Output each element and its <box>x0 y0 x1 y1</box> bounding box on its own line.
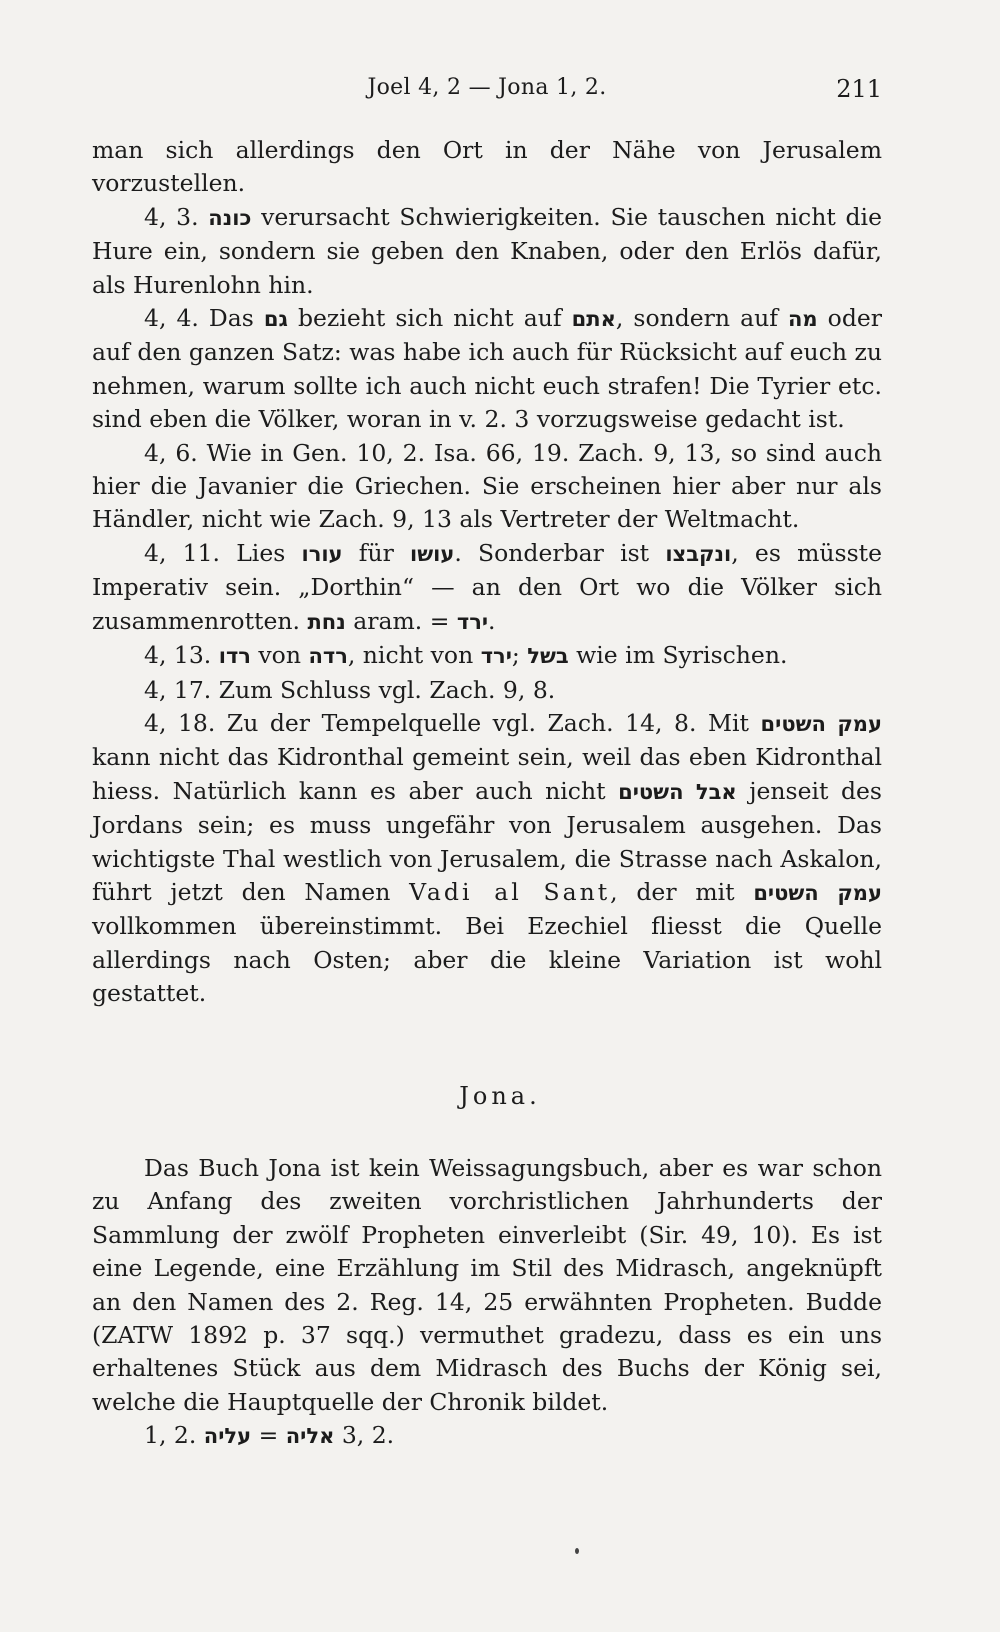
hebrew-word: רדה <box>308 644 348 669</box>
section-title-jona: Jona. <box>459 1082 541 1110</box>
hebrew-phrase: עמק השטים <box>760 711 882 736</box>
running-head: Joel 4, 2 — Jona 1, 2. <box>367 75 607 100</box>
hebrew-word: ונקבצו <box>665 541 732 566</box>
hebrew-word: מה <box>788 307 818 332</box>
hebrew-word: עליה <box>203 1424 252 1449</box>
hebrew-word: גם <box>263 307 288 332</box>
jona-intro: Das Buch Jona ist kein Weissagungsbuch, aber es war schon zu Anfang des zweiten vorchristlichen Jahrhunderts der Sammlung der zwölf Propheten einverleibt (Sir. 49, 10). Es ist eine Legende, eine Erzählung im Stil des Midrasch, angeknüpft an den Namen des 2. Reg. 14, 25 erwähnten Propheten. Budde (ZATW 1892 p. 37 sqq.) vermuthet gradezu, dass es ein uns erhaltenes Stück aus dem Midrasch des Buchs der König sei, welche die Hauptquelle der Chronik bildet. <box>92 1154 882 1416</box>
note-4-6: 4, 6. Wie in Gen. 10, 2. Isa. 66, 19. Zach. 9, 13, so sind auch hier die Javanier die Griechen. Sie erscheinen hier aber nur als Händler, nicht wie Zach. 9, 13 als Vertreter der Weltmacht. <box>92 438 882 534</box>
jona-commentary <box>92 1152 882 1454</box>
hebrew-phrase: אבל השטים <box>618 779 737 804</box>
place-name: Vadi al Sant <box>409 877 611 906</box>
note-4-13: 4, 13. רדו von רדה, nicht von ירד; בשל wie im Syrischen. <box>144 641 788 670</box>
page-header <box>92 75 882 109</box>
hebrew-phrase: עמק השטים <box>753 880 882 905</box>
note-4-11: 4, 11. Lies עורו für עושו. Sonderbar ist ונקבצו, es müsste Imperativ sein. „Dorthin“ — an den Ort wo die Völker sich zusammenrotten. נחת aram. = ירד. <box>92 538 882 635</box>
paragraph-continuation: man sich allerdings den Ort in der Nähe von Jerusalem vorzustellen. <box>92 136 882 198</box>
note-4-17: 4, 17. Zum Schluss vgl. Zach. 9, 8. <box>144 675 556 704</box>
hebrew-word: ירד <box>456 609 489 634</box>
hebrew-word: בשל <box>527 644 569 669</box>
page-number: 211 <box>836 75 882 103</box>
note-4-3: 4, 3. כונה verursacht Schwierigkeiten. Sie tauschen nicht die Hure ein, sondern sie geben den Knaben, oder den Erlös dafür, als Hurenlohn hin. <box>92 202 882 299</box>
joel-commentary <box>92 134 882 1011</box>
hebrew-word: עושו <box>410 541 455 566</box>
hebrew-word: ירד <box>480 644 512 669</box>
note-4-4: 4, 4. Das גם bezieht sich nicht auf אתם, sondern auf מה oder auf den ganzen Satz: was habe ich auch für Rücksicht auf euch zu nehmen, warum sollte ich auch nicht euch strafen! Die Tyrier etc. sind eben die Völker, woran in v. 2. 3 vorzugsweise gedacht ist. <box>92 304 883 434</box>
note-1-2: 1, 2. עליה = אליה 3, 2. <box>144 1421 395 1450</box>
ink-speck <box>575 1548 579 1554</box>
hebrew-word: נחת <box>307 609 346 634</box>
hebrew-word: כונה <box>208 205 252 230</box>
hebrew-word: אליה <box>285 1424 335 1449</box>
hebrew-word: אתם <box>571 307 616 332</box>
hebrew-word: רדו <box>218 644 251 669</box>
hebrew-word: עורו <box>301 541 343 566</box>
note-4-18: 4, 18. Zu der Tempelquelle vgl. Zach. 14, 8. Mit עמק השטים kann nicht das Kidronthal gemeint sein, weil das eben Kidronthal hiess. Natürlich kann es aber auch nicht אבל השטים jenseit des Jordans sein; es muss ungefähr von Jerusalem ausgehen. Das wichtigste Thal westlich von Jerusalem, die Strasse nach Askalon, führt jetzt den Namen Vadi al Sant, der mit עמק השטים vollkommen übereinstimmt. Bei Ezechiel fliesst die Quelle allerdings nach Osten; aber die kleine Variation ist wohl gestattet. <box>92 708 882 1008</box>
